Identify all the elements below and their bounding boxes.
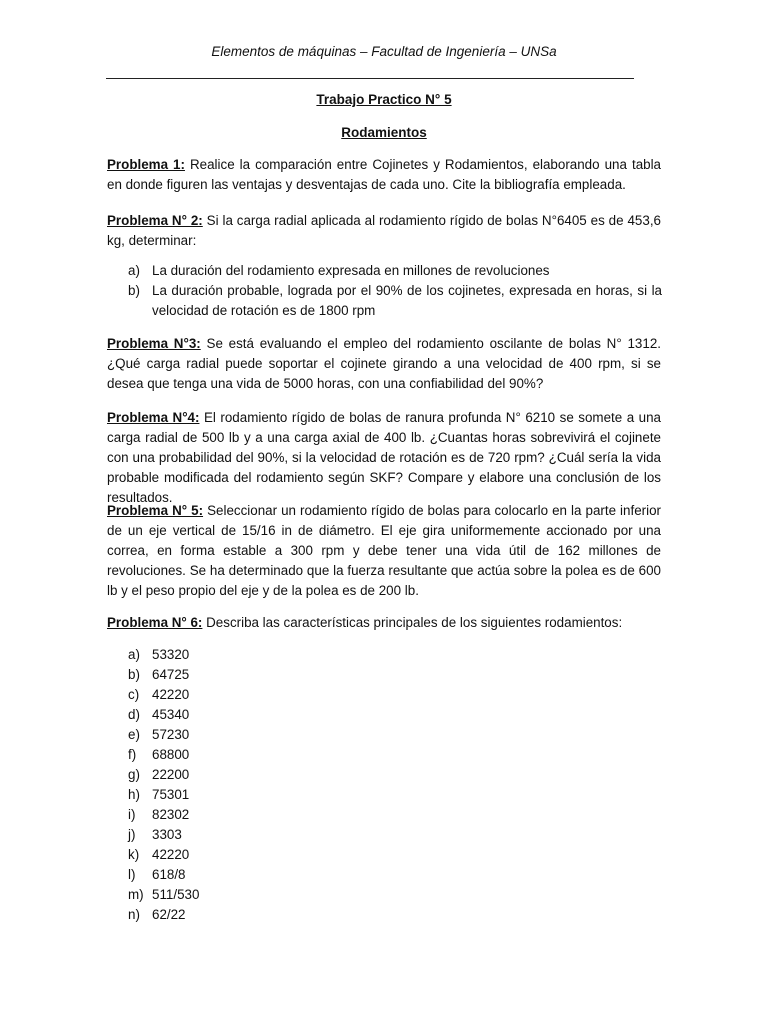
list-item — [128, 745, 662, 765]
list-item — [128, 765, 662, 785]
problem-3-text: Se está evaluando el empleo del rodamiento oscilante de bolas N° 1312. ¿Qué carga radial puede soportar el cojinete girando a una velocidad de 400 rpm, si se desea que tenga una vida de 5000 horas, con una confiabilidad del 90%? — [107, 336, 661, 391]
problem-2 — [107, 211, 661, 251]
problem-4-text: El rodamiento rígido de bolas de ranura profunda N° 6210 se somete a una carga radial de 500 lb y a una carga axial de 400 lb. ¿Cuantas horas sobrevivirá el cojinete con una probabilidad del 90%, si la velocidad de rotación es de 720 rpm? ¿Cuál sería la vida probable modificada del rodamiento según SKF? Compare y elabore una conclusión de los resultados. — [107, 410, 661, 505]
list-item — [128, 705, 662, 725]
list-item-text: La duración del rodamiento expresada en millones de revoluciones — [152, 263, 550, 278]
list-item-text: 64725 — [152, 667, 190, 682]
list-item-text: 42220 — [152, 687, 190, 702]
list-marker: b) — [128, 667, 140, 682]
list-item — [128, 281, 662, 321]
page-header: Elementos de máquinas – Facultad de Ingeniería – UNSa — [211, 44, 557, 59]
list-item-text: La duración probable, lograda por el 90% de los cojinetes, expresada en horas, si la velocidad de rotación es de 1800 rpm — [152, 283, 662, 318]
problem-2-list — [128, 261, 662, 321]
problem-5-label: Problema N° 5: — [107, 503, 204, 518]
list-item-text: 53320 — [152, 647, 190, 662]
list-item — [128, 725, 662, 745]
problem-1-text: Realice la comparación entre Cojinetes y Rodamientos, elaborando una tabla en donde figuren las ventajas y desventajas de cada uno. Cite la bibliografía empleada. — [107, 157, 662, 192]
list-marker: j) — [128, 827, 136, 842]
list-item — [128, 685, 662, 705]
list-item — [128, 785, 662, 805]
list-item — [128, 665, 662, 685]
list-item-text: 511/530 — [152, 887, 200, 902]
list-item-text: 42220 — [152, 847, 190, 862]
list-item — [128, 261, 662, 281]
document-subtitle: Rodamientos — [341, 125, 427, 140]
problem-1-label: Problema 1: — [107, 157, 185, 172]
list-item-text: 75301 — [152, 787, 190, 802]
problem-6-label: Problema N° 6: — [107, 615, 203, 630]
list-item — [128, 825, 662, 845]
list-item-text: 82302 — [152, 807, 190, 822]
list-marker: h) — [128, 787, 140, 802]
list-item-text: 3303 — [152, 827, 182, 842]
problem-6 — [107, 613, 661, 633]
header-divider — [106, 78, 634, 79]
problem-2-label: Problema N° 2: — [107, 213, 203, 228]
list-marker: k) — [128, 847, 140, 862]
list-marker: m) — [128, 887, 144, 902]
document-title: Trabajo Practico N° 5 — [316, 92, 452, 107]
problem-2-text: Si la carga radial aplicada al rodamiento rígido de bolas N°6405 es de 453,6 kg, determinar: — [107, 213, 661, 248]
list-item-text: 22200 — [152, 767, 190, 782]
list-item-text: 45340 — [152, 707, 190, 722]
list-marker: a) — [128, 647, 140, 662]
problem-3 — [107, 334, 661, 394]
list-item — [128, 805, 662, 825]
list-item-text: 618/8 — [152, 867, 186, 882]
list-item-text: 62/22 — [152, 907, 186, 922]
problem-4 — [107, 408, 661, 508]
problem-6-text: Describa las características principales de los siguientes rodamientos: — [202, 615, 623, 630]
problem-6-list — [128, 645, 662, 925]
list-item — [128, 845, 662, 865]
problem-1 — [107, 155, 661, 195]
list-marker: n) — [128, 907, 140, 922]
list-marker: d) — [128, 707, 140, 722]
problem-5-text: Seleccionar un rodamiento rígido de bolas para colocarlo en la parte inferior de un eje vertical de 15/16 in de diámetro. El eje gira uniformemente accionado por una correa, en forma estable a 300 rpm y debe tener una vida útil de 162 millones de revoluciones. Se ha determinado que la fuerza resultante que actúa sobre la polea es de 600 lb y el peso propio del eje y de la polea es de 200 lb. — [107, 503, 661, 598]
list-marker: l) — [128, 867, 136, 882]
list-item-text: 57230 — [152, 727, 190, 742]
list-marker: g) — [128, 767, 140, 782]
list-item — [128, 865, 662, 885]
problem-4-label: Problema N°4: — [107, 410, 200, 425]
list-item — [128, 885, 662, 905]
list-item — [128, 905, 662, 925]
list-item — [128, 645, 662, 665]
list-marker: b) — [128, 283, 140, 298]
problem-3-label: Problema N°3: — [107, 336, 201, 351]
list-marker: f) — [128, 747, 137, 762]
list-item-text: 68800 — [152, 747, 190, 762]
list-marker: e) — [128, 727, 140, 742]
problem-5 — [107, 501, 661, 601]
list-marker: a) — [128, 263, 140, 278]
list-marker: c) — [128, 687, 140, 702]
list-marker: i) — [128, 807, 136, 822]
